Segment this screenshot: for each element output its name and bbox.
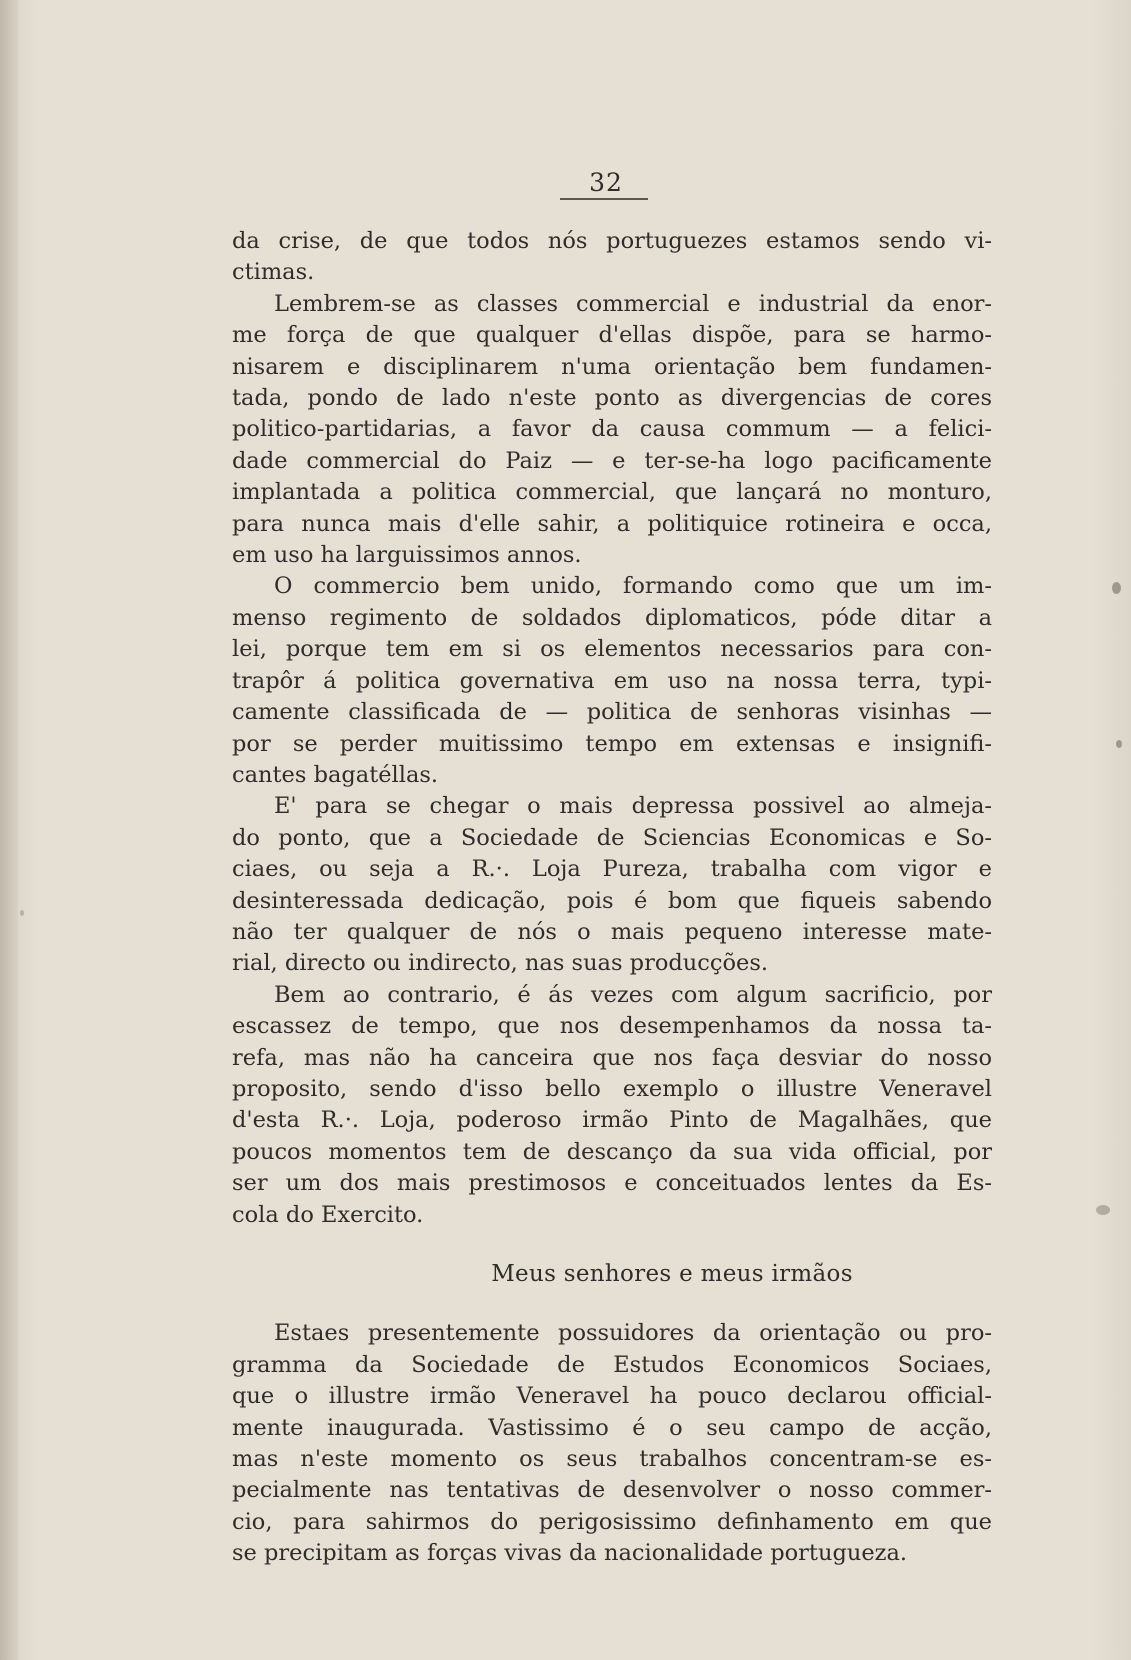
page-number: 32 [589,168,623,197]
text-line: ser um dos mais prestimosos e conceituados lentes da Es- [232,1170,992,1197]
text-line: E' para se chegar o mais depressa possivel ao almeja- [274,793,992,820]
text-line: lei, porque tem em si os elementos necessarios para con- [232,636,992,663]
text-line: proposito, sendo d'isso bello exemplo o illustre Veneravel [232,1075,992,1102]
text-line: trapôr á politica governativa em uso na nossa terra, typi- [232,667,992,694]
text-line: cantes bagatéllas. [232,761,439,788]
closing-paragraph [232,1318,992,1569]
text-line: do ponto, que a Sociedade de Sciencias Economicas e So- [232,824,992,851]
text-line: refa, mas não ha canceira que nos faça desviar do nosso [232,1044,992,1071]
section-heading: Meus senhores e meus irmãos [491,1261,853,1287]
text-line: cola do Exercito. [232,1201,424,1228]
text-line: d'esta R.·. Loja, poderoso irmão Pinto de Magalhães, que [232,1107,992,1134]
text-line: em uso ha larguissimos annos. [232,542,582,569]
text-line: gramma da Sociedade de Estudos Economicos Sociaes, [232,1351,992,1378]
page-number-rule [560,198,648,200]
text-line: que o illustre irmão Veneravel ha pouco declarou official- [232,1383,992,1410]
body-paragraph [232,980,992,1231]
text-line: cio, para sahirmos do perigosissimo definhamento em que [232,1508,992,1535]
paper-speck [1112,582,1121,594]
text-line: para nunca mais d'elle sahir, a politiquice rotineira e occa, [232,510,992,537]
text-line: Bem ao contrario, é ás vezes com algum sacrificio, por [274,981,992,1008]
text-line: mas n'este momento os seus trabalhos concentram-se es- [232,1446,992,1473]
text-line: me força de que qualquer d'ellas dispõe, para se harmo- [232,322,992,349]
text-line: implantada a politica commercial, que lançará no monturo, [232,479,992,506]
text-line: tada, pondo de lado n'este ponto as divergencias de cores [232,385,992,412]
text-line: ctimas. [232,259,315,286]
text-line: O commercio bem unido, formando como que um im- [274,573,992,600]
text-line: mente inaugurada. Vastissimo é o seu campo de acção, [232,1414,992,1441]
text-line: desinteressada dedicação, pois é bom que fiqueis sabendo [232,887,992,914]
text-line: Lembrem-se as classes commercial e industrial da enor- [274,290,992,317]
text-line: nisarem e disciplinarem n'uma orientação bem fundamen- [232,353,992,380]
closing-paragraph [232,1318,992,1569]
body-paragraph [232,226,992,289]
paper-speck [1116,740,1122,748]
text-line: não ter qualquer de nós o mais pequeno interesse mate- [232,918,992,945]
body-paragraph [232,289,992,572]
text-line: Estaes presentemente possuidores da orientação ou pro- [274,1320,992,1347]
text-line: por se perder muitissimo tempo em extensas e insignifi- [232,730,992,757]
text-line: camente classificada de — politica de senhoras visinhas — [232,699,992,726]
text-line: se precipitam as forças vivas da nacionalidade portugueza. [232,1540,908,1567]
paper-speck [20,910,24,916]
text-line: rial, directo ou indirecto, nas suas producções. [232,950,769,977]
body-text [232,226,992,1570]
text-line: da crise, de que todos nós portuguezes estamos sendo vi- [232,228,992,254]
paragraphs [232,226,992,1231]
text-line: politico-partidarias, a favor da causa commum — a felici- [232,416,992,443]
text-line: dade commercial do Paiz — e ter-se-ha logo pacificamente [232,447,992,474]
paper-speck [1096,1205,1110,1215]
text-line: menso regimento de soldados diplomaticos, póde ditar a [232,604,992,631]
page-spine-shadow [0,0,18,1660]
text-line: ciaes, ou seja a R.·. Loja Pureza, trabalha com vigor e [232,856,992,883]
text-line: escassez de tempo, que nos desempenhamos da nossa ta- [232,1013,992,1040]
text-line: pecialmente nas tentativas de desenvolver o nosso commer- [232,1477,992,1504]
text-line: poucos momentos tem de descanço da sua vida official, por [232,1138,992,1165]
body-paragraph [232,571,992,791]
body-paragraph [232,791,992,979]
